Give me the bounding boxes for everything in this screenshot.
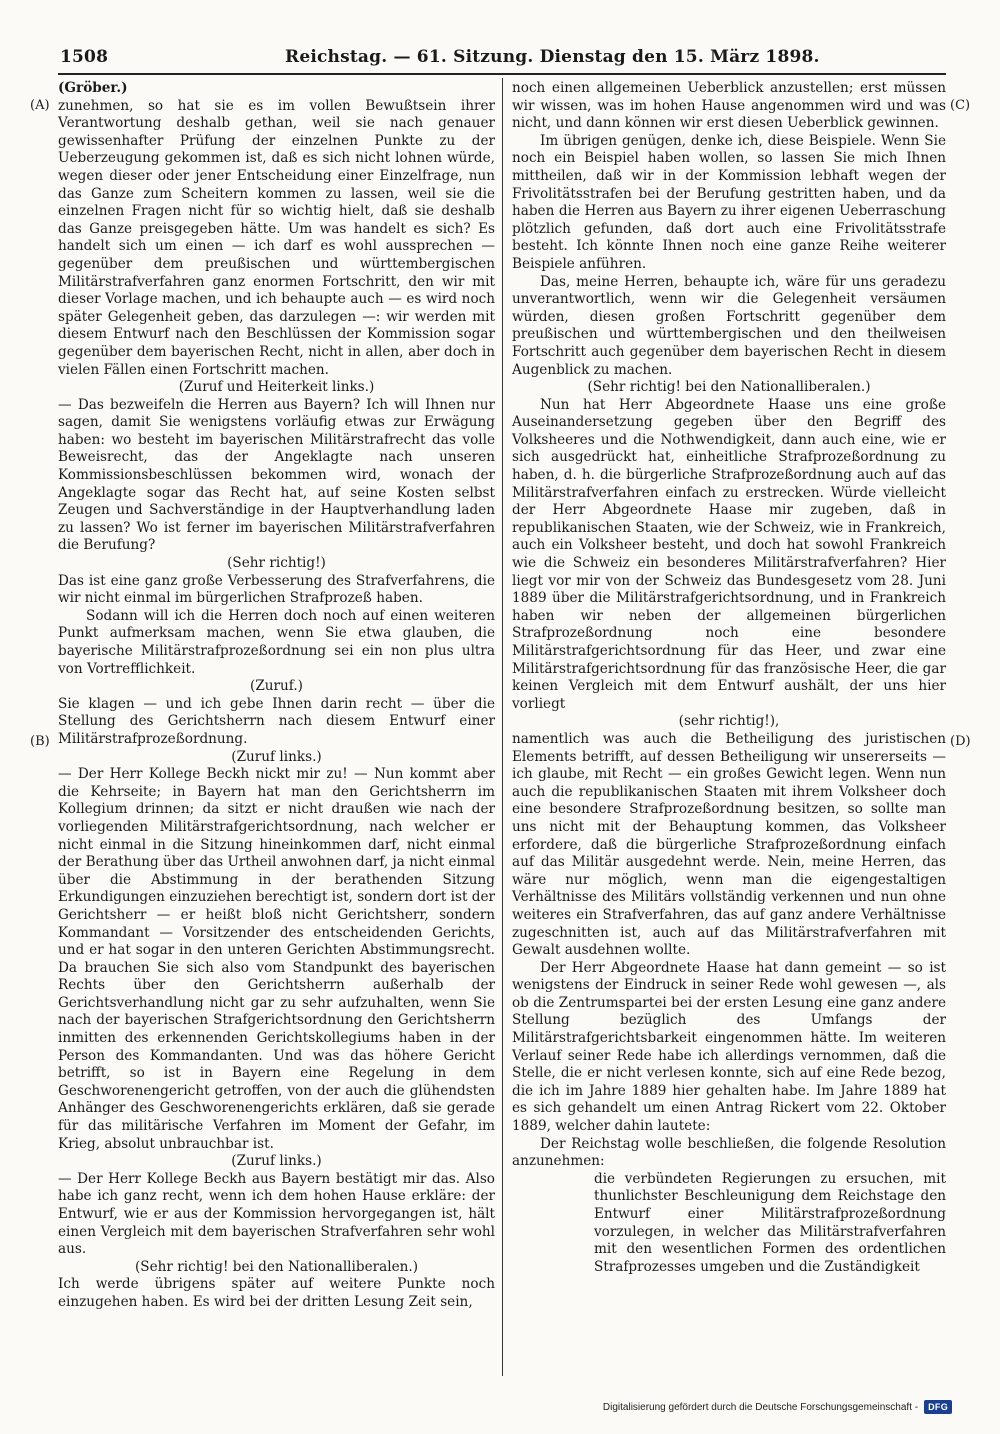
interjection: (Zuruf links.) <box>231 748 322 765</box>
digitization-footer <box>603 1400 952 1414</box>
paragraph: Das ist eine ganz große Verbesserung des Strafverfahrens, die wir nicht einmal im bürgerlichen Strafprozeß haben. <box>58 572 495 607</box>
paragraph: — Das bezweifeln die Herren aus Bayern? Ich will Ihnen nur sagen, damit Sie wenigstens vorläufig etwas zur Erwägung haben: wo besteht im bayerischen Militärstrafrecht das volle Beweisrecht, das der Angeklagte nach unseren Kommissionsbeschlüssen bekommen wird, wonach der Angeklagte sogar das Recht hat, auf seine Kosten selbst Zeugen und Sachverständige in der Hauptverhandlung laden zu lassen? Wo ist ferner im bayerischen Militärstrafverfahren die Berufung? <box>58 396 495 554</box>
header-rule <box>58 73 946 75</box>
interjection: (Sehr richtig! bei den Nationalliberalen.) <box>587 379 871 396</box>
interjection: (Sehr richtig! bei den Nationalliberalen.) <box>135 1258 418 1275</box>
paragraph: — Der Herr Kollege Beckh aus Bayern bestätigt mir das. Also habe ich ganz recht, wenn ich dem hohen Hause erkläre: der Entwurf, wie er aus der Kommission hervorgegangen ist, hält einen Vergleich mit dem bayerischen Strafverfahren sehr wohl aus. <box>58 1170 495 1258</box>
paragraph: Sodann will ich die Herren doch noch auf einen weiteren Punkt aufmerksam machen, wenn Sie etwa glauben, die bayerische Militärstrafprozeßordnung sei ein non plus ultra von Vortrefflichkeit. <box>58 607 495 677</box>
margin-mark-c: (C) <box>950 98 971 113</box>
margin-mark-b: (B) <box>30 734 50 749</box>
right-text-column <box>512 80 946 1276</box>
paragraph: Der Reichstag wolle beschließen, die folgende Resolution anzunehmen: <box>512 1135 946 1170</box>
paragraph: Ich werde übrigens später auf weitere Punkte noch einzugehen haben. Es wird bei der dritten Lesung Zeit sein, <box>58 1276 495 1310</box>
speaker-name: (Gröber.) <box>58 80 128 96</box>
interjection: (Zuruf.) <box>250 678 303 695</box>
paragraph: Im übrigen genügen, denke ich, diese Beispiele. Wenn Sie noch ein Beispiel haben wollen, so lassen Sie mich Ihnen mittheilen, daß wir in der Kommission lebhaft wegen der Frivolitätsstrafen bei der Berufung gestritten haben, und da haben die Herren aus Bayern zu ihrer eigenen Ueberraschung plötzlich gefunden, daß dort auch eine Frivolitätsstrafe besteht. Ich könnte Ihnen noch eine ganze Reihe weiterer Beispiele anführen. <box>512 132 946 272</box>
margin-mark-d: (D) <box>950 734 971 749</box>
paragraph: Sie klagen — und ich gebe Ihnen darin recht — über die Stellung des Gerichtsherrn nach diesem Entwurf einer Militärstrafprozeßordnung. <box>58 695 495 747</box>
page-number: 1508 <box>60 47 109 67</box>
dfg-logo: DFG <box>924 1400 952 1414</box>
interjection: (sehr richtig!), <box>678 713 780 730</box>
footer-text: Digitalisierung gefördert durch die Deutsche Forschungsgemeinschaft - <box>602 1401 919 1413</box>
column-divider <box>502 78 503 1376</box>
left-text-column <box>58 80 495 1312</box>
paragraph: noch einen allgemeinen Ueberblick anzustellen; erst müssen wir wissen, was im hohen Hause angenommen wird und was nicht, und dann können wir erst diesen Ueberblick gewinnen. <box>512 80 946 132</box>
paragraph: namentlich was auch die Betheiligung des juristischen Elements betrifft, auf dessen Betheiligung wir unsererseits — ich glaube, mit Recht — ein großes Gewicht legen. Wenn nun auch die republikanischen Staaten mit ihrem Volksheer doch eine besondere Strafprozeßordnung besitzen, so sollte man uns nicht mit der Behauptung kommen, das Volksheer erfordere, daß die bürgerliche Strafprozeßordnung einfach auf das Militär ausgedehnt werde. Nein, meine Herren, das wäre nur möglich, wenn man die eigengestaltigen Verhältnisse des Militärs vollständig verkennen und nun ohne weiteres ein Strafverfahren, das auf ganz andere Verhältnisse zugeschnitten ist, auch auf das Militärstrafverfahren mit Gewalt ausdehnen wollte. <box>512 730 946 959</box>
paragraph: zunehmen, so hat sie es im vollen Bewußtsein ihrer Verantwortung deshalb gethan, weil sie nach genauer gewissenhafter Prüfung der einzelnen Punkte zu der Ueberzeugung gekommen ist, daß es sich nicht lohnen würde, wegen dieser oder jener Entscheidung einer Einzelfrage, nun das Ganze zum Scheitern kommen zu lassen, weil sie die einzelnen Fragen nicht für so wichtig hielt, daß sie deshalb das Ganze preisgegeben hätte. Um was handelt es sich? Es handelt sich um einen — ich darf es wohl aussprechen — gegenüber dem preußischen und württembergischen Militärstrafverfahren ganz enormen Fortschritt, den wir mit dieser Vorlage machen, und ich behaupte auch — es wird noch später Gelegenheit geben, das darzulegen —: wir werden mit diesem Entwurf nach den Beschlüssen der Kommission sogar gegenüber dem bayerischen Recht, nicht in allen, aber doch in vielen Fällen einen Fortschritt machen. <box>58 97 495 378</box>
interjection: (Sehr richtig!) <box>227 555 326 572</box>
margin-mark-a: (A) <box>30 98 50 113</box>
paragraph: Das, meine Herren, behaupte ich, wäre für uns geradezu unverantwortlich, wenn wir die Gelegenheit versäumen würden, diesen großen Fortschritt gegenüber dem preußischen und württembergischen und den theilweisen Fortschritt auch gegenüber dem bayerischen Recht in diesem Augenblick zu machen. <box>512 273 946 378</box>
paragraph: Nun hat Herr Abgeordnete Haase uns eine große Auseinandersetzung gegeben über den Begriff des Volksheeres und die Nothwendigkeit, dann auch eine, wie er sich ausgedrückt hat, einheitliche Strafprozeßordnung zu haben, d. h. die bürgerliche Strafprozeßordnung auch auf das Militärstrafverfahren einfach zu erstrecken. Würde vielleicht der Herr Abgeordnete Haase mir zugeben, daß in republikanischen Staaten, wie der Schweiz, wie in Frankreich, auch ein Volksheer besteht, und doch hat sowohl Frankreich wie die Schweiz ein besonderes Militärstrafverfahren? Hier liegt vor mir von der Schweiz das Bundesgesetz vom 28. Juni 1889 über die Militärstrafgerichtsordnung, und in Frankreich haben wir neben der allgemeinen bürgerlichen Strafprozeßordnung noch eine besondere Militärstrafgerichtsordnung für das Heer, und zwar eine Militärstrafgerichtsordnung für das französische Heer, die gar keinen Vergleich mit dem Entwurf aushält, der uns hier vorliegt <box>512 396 946 712</box>
paragraph: — Der Herr Kollege Beckh nickt mir zu! — Nun kommt aber die Kehrseite; in Bayern hat man den Gerichtsherrn im Kollegium drinnen; da sitzt er nicht draußen wie nach der vorliegenden Militärstrafgerichtsordnung, nach welcher er nicht einmal in die Sitzung hineinkommen darf, nicht einmal der Berathung über das Urtheil anwohnen darf, ja nicht einmal über die Abstimmung in der berathenden Sitzung Erkundigungen einzuziehen berechtigt ist, sondern dort ist der Gerichtsherr — er heißt bloß nicht Gerichtsherr, sondern Kommandant — Vorsitzender des entscheidenden Gerichts, und er hat sogar in den unteren Gerichten Abstimmungsrecht. Da brauchen Sie sich also vom Standpunkt des bayerischen Rechts über den Gerichtsherrn außerhalb der Gerichtsverhandlung nicht gar zu sehr aufzuhalten, wenn Sie nach der bayerischen Strafgerichtsordnung den Gerichtsherrn inmitten des erkennenden Gerichtskollegiums haben in der Person des Kommandanten. Und was das höhere Gericht betrifft, so ist in Bayern eine Regelung in dem Geschworenengericht getroffen, von der auch die glühendsten Anhänger des Geschworenengerichts erklären, daß sie gerade für das militärische Verfahren im Moment der Gefahr, im Krieg, absolut unbrauchbar ist. <box>58 766 495 1152</box>
paragraph: Der Herr Abgeordnete Haase hat dann gemeint — so ist wenigstens der Eindruck in seiner Rede wohl gewesen —, als ob die Zentrumspartei bei der ersten Lesung eine ganz andere Stellung bezüglich des Umfangs der Militärstrafgerichtsbarkeit eingenommen hätte. Im weiteren Verlauf seiner Rede habe ich allerdings vernommen, daß die Stelle, die er nicht verlesen konnte, sich auf eine Rede bezog, die ich im Jahre 1889 hier gehalten habe. Im Jahre 1889 hat es sich gehandelt um einen Antrag Rickert vom 22. Oktober 1889, welcher dahin lautete: <box>512 959 946 1135</box>
interjection: (Zuruf und Heiterkeit links.) <box>178 379 375 396</box>
page-header-title: Reichstag. — 61. Sitzung. Dienstag den 15. März 1898. <box>285 47 820 67</box>
quoted-text: die verbündeten Regierungen zu ersuchen, mit thunlichster Beschleunigung dem Reichstage den Entwurf einer Militärstrafprozeßordnung vorzulegen, in welcher das Militärstrafverfahren mit den wesentlichen Formen des ordentlichen Strafprozesses umgeben und die Zuständigkeit <box>594 1170 946 1275</box>
interjection: (Zuruf links.) <box>231 1153 322 1170</box>
